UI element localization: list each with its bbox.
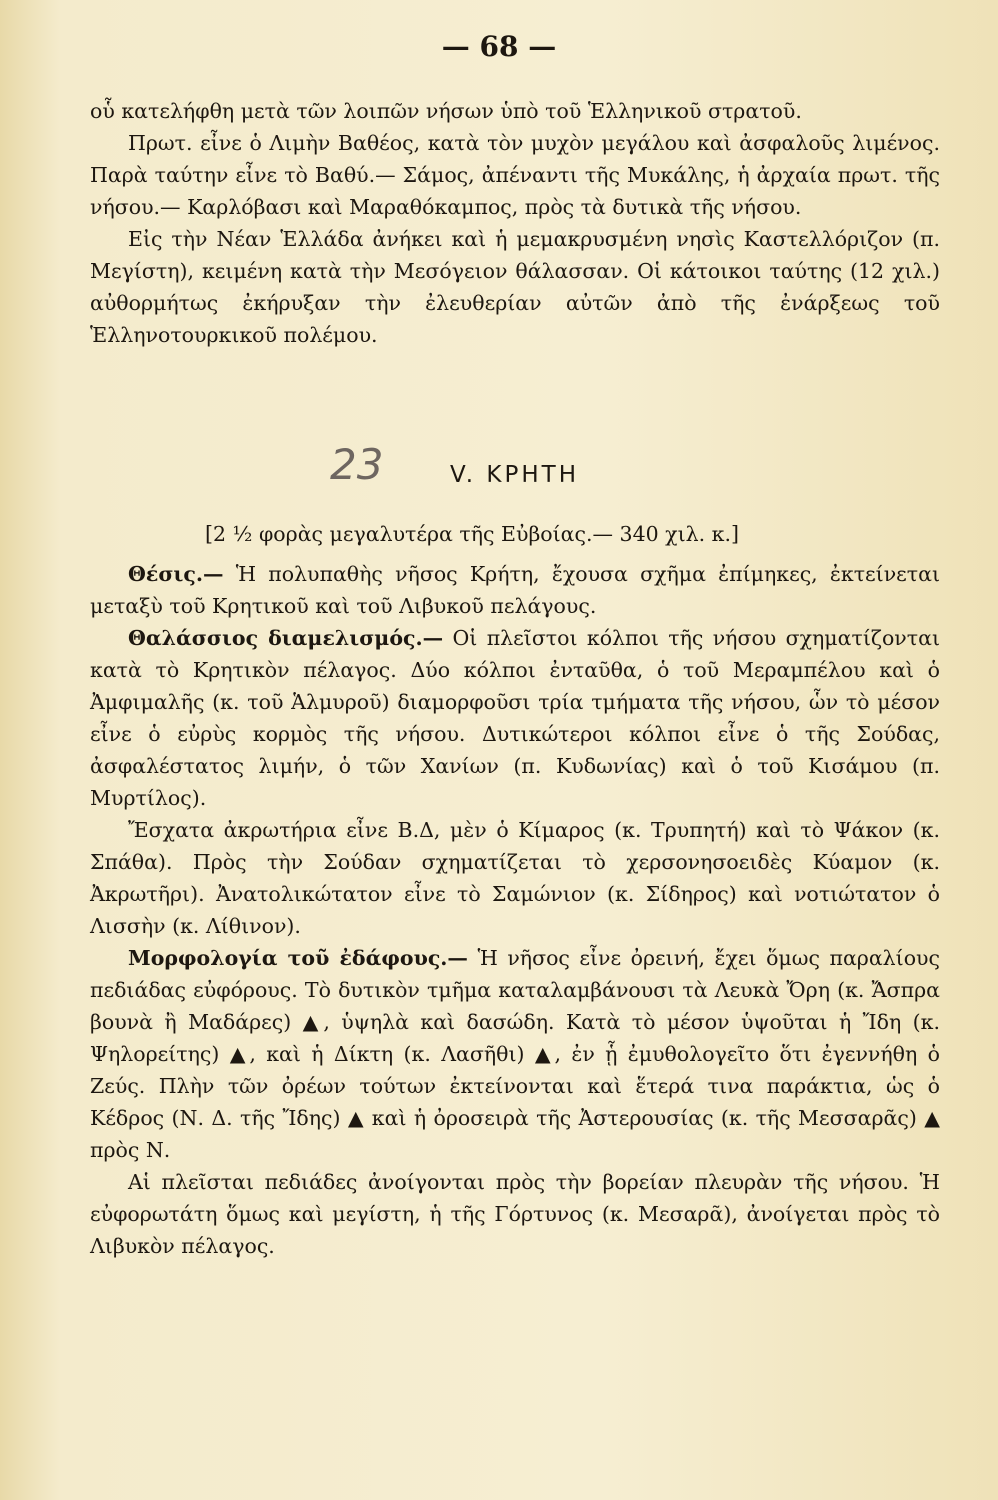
paragraph-samos: Πρωτ. εἶνε ὁ Λιμὴν Βαθέος, κατὰ τὸν μυχὸν μεγάλου καὶ ἀσφαλοῦς λιμένος. Παρὰ ταύτην εἶνε τὸ Βαθύ.— Σάμος, ἀπέναντι τῆς Μυκάλης, ἡ ἀρχαία πρωτ. τῆς νήσου.— Καρλόβασι καὶ Μαραθόκαμπος, πρὸς τὰ δυτικὰ τῆς νήσου. (90, 131, 940, 219)
handwritten-number: 23 (330, 440, 384, 489)
section-plains (90, 1166, 940, 1262)
section-text: Αἱ πλεῖσται πεδιάδες ἀνοίγονται πρὸς τὴν βορείαν πλευρὰν τῆς νήσου. Ἡ εὐφορωτάτη ὅμως καὶ μεγίστη, ἡ τῆς Γόρτυνος (κ. Μεσαρᾶ), ἀνοίγεται πρὸς τὸ Λιβυκὸν πέλαγος. (90, 1170, 940, 1258)
chapter-title: V. ΚΡΗΤΗ (450, 462, 579, 488)
section-heading: Θέσις.— (128, 562, 224, 586)
section-text: Ἔσχατα ἀκρωτήρια εἶνε Β.Δ, μὲν ὁ Κίμαρος (κ. Τρυπητή) καὶ τὸ Ψάκον (κ. Σπάθα). Πρὸς τὴν Σούδαν σχηματίζεται τὸ χερσονησοειδὲς Κύαμον (κ. Ἀκρωτῆρι). Ἀνατολικώτατον εἶνε τὸ Σαμώνιον (κ. Σίδηρος) καὶ νοτιώτατον ὁ Λισσὴν (κ. Λίθινον). (90, 818, 940, 938)
paragraph-continuation: οὗ κατελήφθη μετὰ τῶν λοιπῶν νήσων ὑπὸ τοῦ Ἑλληνικοῦ στρατοῦ. (90, 99, 802, 123)
section-morphology (90, 942, 940, 1166)
section-position (90, 558, 940, 622)
section-coastline (90, 622, 940, 814)
chapter-subtitle: [2 ½ φορὰς μεγαλυτέρα τῆς Εὐβοίας.— 340 χιλ. κ.] (205, 522, 739, 546)
crete-text-block (90, 558, 940, 1262)
section-heading: Θαλάσσιος διαμελισμός.— (128, 626, 444, 650)
section-heading: Μορφολογία τοῦ ἐδάφους.— (128, 946, 468, 970)
paragraph-kastellorizo: Εἰς τὴν Νέαν Ἑλλάδα ἀνήκει καὶ ἡ μεμακρυσμένη νησὶς Καστελλόριζον (π. Μεγίστη), κειμένη κατὰ τὴν Μεσόγειον θάλασσαν. Οἱ κάτοικοι ταύτης (12 χιλ.) αὐθορμήτως ἐκήρυξαν τὴν ἐλευθερίαν αὐτῶν ἀπὸ τῆς ἐνάρξεως τοῦ Ἑλληνοτουρκικοῦ πολέμου. (90, 227, 940, 347)
top-text-block (90, 95, 940, 351)
section-capes (90, 814, 940, 942)
section-text: Ἡ πολυπαθὴς νῆσος Κρήτη, ἔχουσα σχῆμα ἐπίμηκες, ἐκτείνεται μεταξὺ τοῦ Κρητικοῦ καὶ τοῦ Λιβυκοῦ πελάγους. (90, 562, 940, 618)
section-text: Οἱ πλεῖστοι κόλποι τῆς νήσου σχηματίζονται κατὰ τὸ Κρητικὸν πέλαγος. Δύο κόλποι ἐνταῦθα, ὁ τοῦ Μεραμπέλου καὶ ὁ Ἀμφιμαλῆς (κ. τοῦ Ἁλμυροῦ) διαμορφοῦσι τρία τμήματα τῆς νήσου, ὧν τὸ μέσον εἶνε ὁ εὐρὺς κορμὸς τῆς νήσου. Δυτικώτεροι κόλποι εἶνε ὁ τῆς Σούδας, ἀσφαλέστατος λιμήν, ὁ τῶν Χανίων (π. Κυδωνίας) καὶ ὁ τοῦ Κισάμου (π. Μυρτίλος). (90, 626, 940, 810)
page-number: — 68 — (441, 30, 557, 63)
section-text: Ἡ νῆσος εἶνε ὀρεινή, ἔχει ὅμως παραλίους πεδιάδας εὐφόρους. Τὸ δυτικὸν τμῆμα καταλαμβάνουσι τὰ Λευκὰ Ὄρη (κ. Ἄσπρα βουνὰ ἢ Μαδάρες) ▲, ὑψηλὰ καὶ δασώδη. Κατὰ τὸ μέσον ὑψοῦται ἡ Ἴδη (κ. Ψηλορείτης) ▲, καὶ ἡ Δίκτη (κ. Λασῆθι) ▲, ἐν ᾗ ἐμυθολογεῖτο ὅτι ἐγεννήθη ὁ Ζεύς. Πλὴν τῶν ὀρέων τούτων ἐκτείνονται καὶ ἕτερά τινα παράκτια, ὡς ὁ Κέδρος (Ν. Δ. τῆς Ἴδης) ▲ καὶ ἡ ὀροσειρὰ τῆς Ἀστερουσίας (κ. τῆς Μεσσαρᾶς) ▲ πρὸς Ν. (90, 946, 940, 1162)
